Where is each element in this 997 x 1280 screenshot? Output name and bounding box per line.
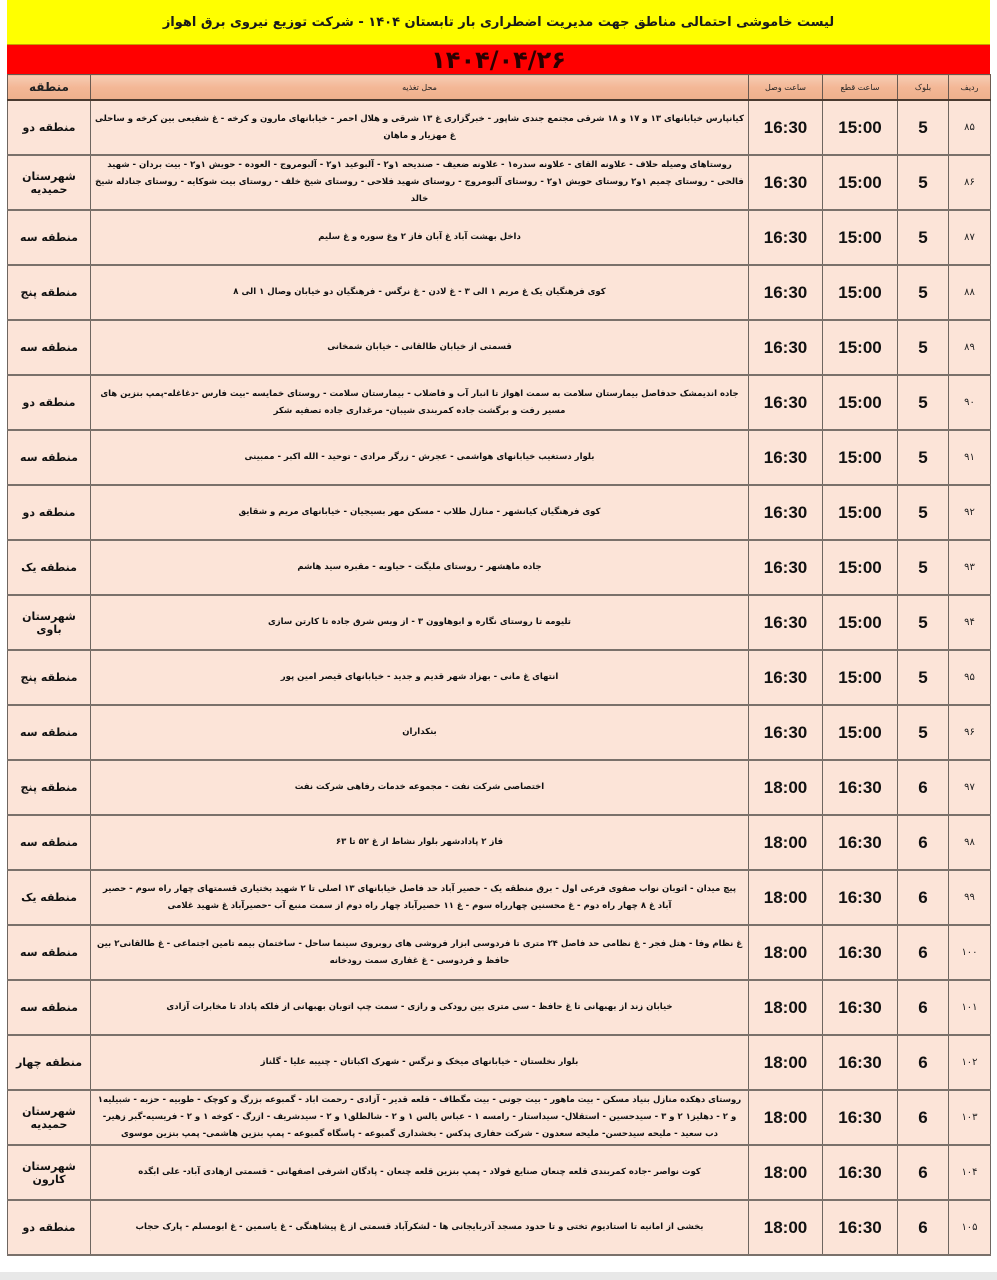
region-cell: منطقه سه (8, 705, 91, 760)
cut-time-cell: 15:00 (823, 540, 898, 595)
cut-time-cell: 16:30 (823, 925, 898, 980)
cut-time-cell: 15:00 (823, 430, 898, 485)
table-row (8, 210, 991, 265)
block-cell: 5 (898, 320, 949, 375)
table-row (8, 320, 991, 375)
cut-time-cell: 15:00 (823, 155, 898, 210)
restore-time-cell: 18:00 (749, 1145, 823, 1200)
cut-time-cell: 16:30 (823, 760, 898, 815)
restore-time-cell: 16:30 (749, 100, 823, 155)
cut-time-cell: 15:00 (823, 375, 898, 430)
col-header-cut-time: ساعت قطع (823, 75, 898, 101)
feeders-cell: اختصاصی شرکت نفت - مجموعه خدمات رفاهی شرکت نفت (91, 760, 749, 815)
feeders-cell: داخل بهشت آباد غ آبان فاز ۲ وغ سوره و غ سلیم (91, 210, 749, 265)
cut-time-cell: 16:30 (823, 1145, 898, 1200)
table-row (8, 1035, 991, 1090)
block-cell: 5 (898, 540, 949, 595)
restore-time-cell: 18:00 (749, 1035, 823, 1090)
feeders-cell: کوی فرهنگیان کیانشهر - منازل طلاب - مسکن مهر بسیجیان - خیابانهای مریم و شقایق (91, 485, 749, 540)
feeders-cell: کیانپارس خیابانهای ۱۳ و ۱۷ و ۱۸ شرقی مجتمع جندی شاپور - خبرگزاری غ ۱۳ شرقی و هلال احمر - خیابانهای مارون و کرخه - غ شفیعی بین کرخه و ساحلی غ مهزیار و ماهان (91, 100, 749, 155)
region-cell: منطقه یک (8, 540, 91, 595)
feeders-cell: روستاهای وصیله حلاف - علاونه القای - علاونه سدره۱ - علاونه ضعیف - صندیحه ۱و۲ - آلبوعید ۱و۲ - آلبومروج - العوده - حویش ۱و۲ - بیت بردان - شهید فالحی - روستای چمیم ۱و۲ روستای حویش ۱و۲ - روستای آلبومروج - روستای شهید فلاحی - روستای شیخ خلف - روستای بیت شوکایه - روستای جنادله شیخ خالد (91, 155, 749, 210)
row-number-cell: ۸۶ (949, 155, 991, 210)
row-number-cell: ۹۵ (949, 650, 991, 705)
block-cell: 6 (898, 925, 949, 980)
block-cell: 6 (898, 870, 949, 925)
row-number-cell: ۱۰۲ (949, 1035, 991, 1090)
feeders-cell: کوت نواصر -جاده کمربندی قلعه چنعان صنایع فولاد - پمپ بنزین قلعه چنعان - پادگان اشرفی اصفهانی - قسمتی ازهادی آباد- علی ابگده (91, 1145, 749, 1200)
row-number-cell: ۱۰۳ (949, 1090, 991, 1145)
feeders-cell: غ نظام وفا - هتل فجر - غ نظامی حد فاصل ۲۴ متری تا فردوسی ابزار فروشی های روبروی سینما ساحل - ساختمان بیمه تامین اجتماعی - غ طالقانی۲ بین حافظ و فردوسی - غ غفاری سمت رودخانه (91, 925, 749, 980)
region-cell: شهرستان باوی (8, 595, 91, 650)
feeders-cell: کوی فرهنگیان یک غ مریم ۱ الی ۳ - غ لادن - غ نرگس - فرهنگیان دو خیابان وصال ۱ الی ۸ (91, 265, 749, 320)
feeders-cell: بخشی از امانیه تا استادیوم تختی و تا حدود مسجد آذربایجانی ها - لشکرآباد قسمتی از غ پیشاهنگی - غ یاسمین - غ ابومسلم - پارک حجاب (91, 1200, 749, 1255)
page-bottom-margin (0, 1272, 997, 1280)
region-cell: منطقه پنج (8, 760, 91, 815)
restore-time-cell: 16:30 (749, 375, 823, 430)
row-number-cell: ۹۱ (949, 430, 991, 485)
table-header-row (8, 75, 991, 101)
block-cell: 5 (898, 705, 949, 760)
feeders-cell: جاده ماهشهر - روستای ملیگت - حیاویه - مقبره سید هاشم (91, 540, 749, 595)
restore-time-cell: 18:00 (749, 925, 823, 980)
table-row (8, 1200, 991, 1255)
col-header-row-no: ردیف (949, 75, 991, 101)
table-row (8, 595, 991, 650)
restore-time-cell: 18:00 (749, 815, 823, 870)
table-row (8, 540, 991, 595)
restore-time-cell: 16:30 (749, 485, 823, 540)
table-row (8, 1090, 991, 1145)
restore-time-cell: 16:30 (749, 430, 823, 485)
row-number-cell: ۸۷ (949, 210, 991, 265)
region-cell: منطقه سه (8, 320, 91, 375)
restore-time-cell: 16:30 (749, 540, 823, 595)
row-number-cell: ۹۳ (949, 540, 991, 595)
table-row (8, 870, 991, 925)
region-cell: منطقه سه (8, 210, 91, 265)
cut-time-cell: 16:30 (823, 815, 898, 870)
outage-schedule-table (7, 74, 991, 1256)
block-cell: 5 (898, 595, 949, 650)
col-header-feeders: محل تغذیه (91, 75, 749, 101)
block-cell: 6 (898, 1035, 949, 1090)
region-cell: شهرستان کارون (8, 1145, 91, 1200)
cut-time-cell: 16:30 (823, 1035, 898, 1090)
region-cell: منطقه یک (8, 870, 91, 925)
restore-time-cell: 16:30 (749, 155, 823, 210)
feeders-cell: بلوار دستغیب خیابانهای هواشمی - عجرش - زرگر مرادی - توحید - الله اکبر - ممبینی (91, 430, 749, 485)
table-row (8, 100, 991, 155)
row-number-cell: ۱۰۰ (949, 925, 991, 980)
restore-time-cell: 18:00 (749, 1090, 823, 1145)
block-cell: 5 (898, 265, 949, 320)
feeders-cell: جاده اندیمشک حدفاصل بیمارستان سلامت به سمت اهواز تا انبار آب و فاضلاب - بیمارستان سلامت - روستای خمایسه -بیت فارس -دغاغله-پمپ بنزین های مسیر رفت و برگشت جاده کمربندی شیبان- مرغداری جاده تصفیه شکر (91, 375, 749, 430)
block-cell: 5 (898, 485, 949, 540)
feeders-cell: پیچ میدان - اتوبان نواب صفوی فرعی اول - برق منطقه یک - حصیر آباد حد فاصل خیابانهای ۱۳ اصلی تا ۲ شهید بختیاری قسمتهای چهار راه سوم - حصیر آباد غ ۸ چهار راه دوم - غ محسنین چهارراه سوم - غ ۱۱ حصیرآباد چهار راه دوم از سمت منبع آب -حصیرآباد غ شهید غلامی (91, 870, 749, 925)
row-number-cell: ۱۰۱ (949, 980, 991, 1035)
cut-time-cell: 16:30 (823, 870, 898, 925)
feeders-cell: فاز ۲ پادادشهر بلوار نشاط از غ ۵۲ تا ۶۳ (91, 815, 749, 870)
cut-time-cell: 15:00 (823, 265, 898, 320)
region-cell: شهرستان حمیدیه (8, 155, 91, 210)
row-number-cell: ۸۸ (949, 265, 991, 320)
cut-time-cell: 15:00 (823, 100, 898, 155)
document-title: لیست خاموشی احتمالی مناطق جهت مدیریت اضطراری بار تابستان ۱۴۰۴ - شرکت توزیع نیروی برق اهواز (162, 14, 835, 30)
col-header-block: بلوک (898, 75, 949, 101)
col-header-restore-time: ساعت وصل (749, 75, 823, 101)
date-band (7, 45, 990, 74)
feeders-cell: قسمتی از خیابان طالقانی - خیابان شمخانی (91, 320, 749, 375)
table-row (8, 815, 991, 870)
cut-time-cell: 15:00 (823, 485, 898, 540)
table-row (8, 760, 991, 815)
cut-time-cell: 15:00 (823, 320, 898, 375)
restore-time-cell: 16:30 (749, 210, 823, 265)
row-number-cell: ۹۰ (949, 375, 991, 430)
block-cell: 5 (898, 650, 949, 705)
restore-time-cell: 16:30 (749, 320, 823, 375)
block-cell: 5 (898, 430, 949, 485)
table-row (8, 430, 991, 485)
restore-time-cell: 16:30 (749, 650, 823, 705)
table-row (8, 265, 991, 320)
region-cell: منطقه دو (8, 485, 91, 540)
restore-time-cell: 18:00 (749, 980, 823, 1035)
region-cell: منطقه سه (8, 980, 91, 1035)
cut-time-cell: 16:30 (823, 1200, 898, 1255)
row-number-cell: ۹۷ (949, 760, 991, 815)
table-body (8, 100, 991, 1255)
cut-time-cell: 15:00 (823, 595, 898, 650)
row-number-cell: ۹۸ (949, 815, 991, 870)
feeders-cell: تلیومه تا روستای نگاره و ابوهاوون ۳ - از ویس شرق جاده تا کارتن سازی (91, 595, 749, 650)
block-cell: 6 (898, 980, 949, 1035)
block-cell: 5 (898, 375, 949, 430)
row-number-cell: ۸۹ (949, 320, 991, 375)
table-row (8, 375, 991, 430)
row-number-cell: ۸۵ (949, 100, 991, 155)
block-cell: 5 (898, 100, 949, 155)
feeders-cell: خیابان زند از بهبهانی تا غ حافظ - سی متری بین رودکی و رازی - سمت چپ اتوبان بهبهانی از فلکه پاداد تا مخابرات آزادی (91, 980, 749, 1035)
feeders-cell: انتهای غ مانی - بهزاد شهر قدیم و جدید - خیابانهای قیصر امین پور (91, 650, 749, 705)
cut-time-cell: 16:30 (823, 1090, 898, 1145)
region-cell: منطقه پنج (8, 650, 91, 705)
block-cell: 5 (898, 210, 949, 265)
restore-time-cell: 16:30 (749, 705, 823, 760)
cut-time-cell: 15:00 (823, 650, 898, 705)
row-number-cell: ۹۲ (949, 485, 991, 540)
restore-time-cell: 18:00 (749, 870, 823, 925)
table-row (8, 980, 991, 1035)
block-cell: 5 (898, 155, 949, 210)
restore-time-cell: 16:30 (749, 265, 823, 320)
block-cell: 6 (898, 815, 949, 870)
restore-time-cell: 18:00 (749, 1200, 823, 1255)
row-number-cell: ۱۰۵ (949, 1200, 991, 1255)
block-cell: 6 (898, 1200, 949, 1255)
cut-time-cell: 15:00 (823, 705, 898, 760)
table-row (8, 155, 991, 210)
block-cell: 6 (898, 760, 949, 815)
cut-time-cell: 16:30 (823, 980, 898, 1035)
cut-time-cell: 15:00 (823, 210, 898, 265)
region-cell: منطقه سه (8, 430, 91, 485)
restore-time-cell: 18:00 (749, 760, 823, 815)
table-row (8, 1145, 991, 1200)
region-cell: منطقه پنج (8, 265, 91, 320)
row-number-cell: ۹۹ (949, 870, 991, 925)
row-number-cell: ۹۴ (949, 595, 991, 650)
block-cell: 6 (898, 1145, 949, 1200)
region-cell: منطقه چهار (8, 1035, 91, 1090)
table-row (8, 485, 991, 540)
table-row (8, 650, 991, 705)
document-page (7, 0, 990, 1256)
block-cell: 6 (898, 1090, 949, 1145)
row-number-cell: ۱۰۴ (949, 1145, 991, 1200)
table-row (8, 705, 991, 760)
feeders-cell: روستای دهکده منازل بنیاد مسکن - بیت ماهور - بیت جونی - بیت مگطاف - قلعه قدیر - آزادی - رحمت اباد - گمبوعه بزرگ و کوچک - طوبیه - حزبه - شبیلیه۱ و ۲ - دهلیز۱ ۲ و ۳ - سیدحسین - استقلال- سیداستار - رامسه ۱ - عباس یالس ۱ و ۲ - شالطلق۱ و ۲ - سیدشریف - ازرگ - کوخه ۱ و ۲ - فریسیه-گبر زهیر- دب سعید - ملیحه سیدحسن- ملیحه سعدون - شرکت حفاری پدکس - بخشداری گمبوعه - پاسگاه گمبوعه - پمپ بنزین هاشمی- پمپ بنزین موسوی (91, 1090, 749, 1145)
col-header-region: منطقه (8, 75, 91, 101)
row-number-cell: ۹۶ (949, 705, 991, 760)
table-row (8, 925, 991, 980)
region-cell: منطقه سه (8, 925, 91, 980)
restore-time-cell: 16:30 (749, 595, 823, 650)
region-cell: منطقه دو (8, 375, 91, 430)
region-cell: منطقه دو (8, 100, 91, 155)
feeders-cell: بنکداران (91, 705, 749, 760)
document-date: ۱۴۰۴/۰۴/۲۶ (431, 45, 566, 74)
region-cell: شهرستان حمیدیه (8, 1090, 91, 1145)
document-title-band (7, 0, 990, 45)
feeders-cell: بلوار نخلستان - خیابانهای میخک و نرگس - شهرک اکباتان - چنیبه علیا - گلناز (91, 1035, 749, 1090)
region-cell: منطقه سه (8, 815, 91, 870)
region-cell: منطقه دو (8, 1200, 91, 1255)
